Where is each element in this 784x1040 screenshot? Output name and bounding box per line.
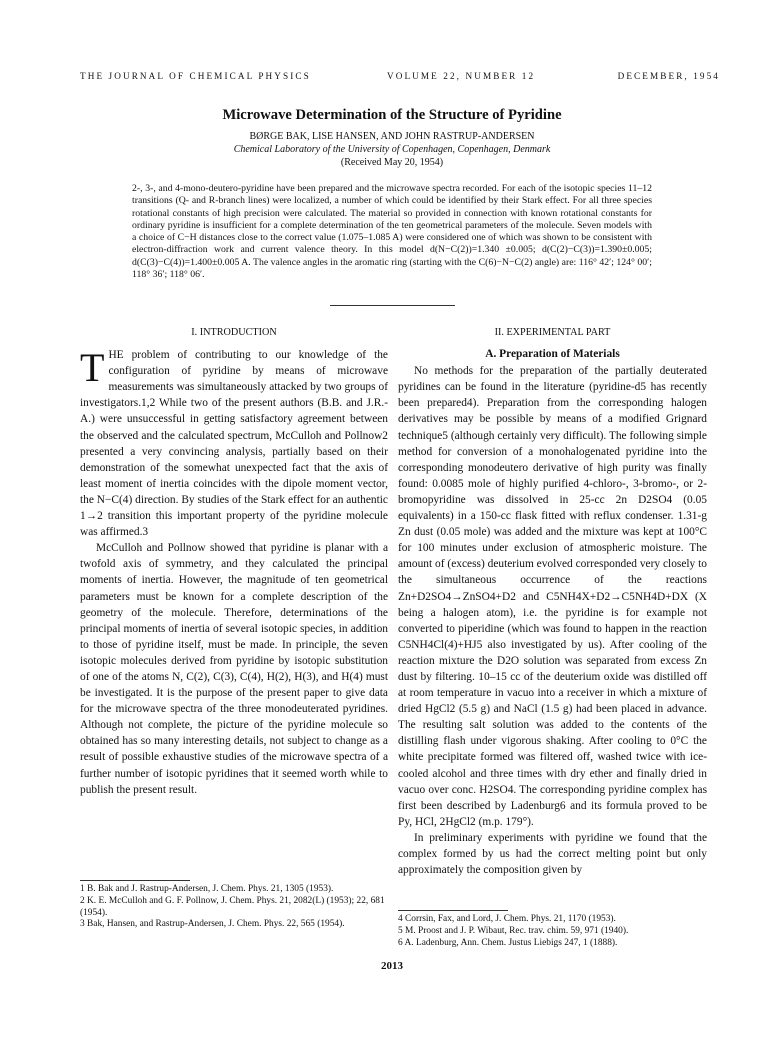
section-heading-experimental: II. EXPERIMENTAL PART — [494, 327, 611, 338]
right-column — [398, 325, 707, 878]
experimental-paragraph-1: No methods for the preparation of the partially deuterated pyridines can be found in the literature (pyridine-d5 has recently been prepared4). Preparation from the corresponding halogen derivatives may be possible by means of a modified Grignard technique5 (although certainly very difficult). The following simple method for conversion of a monohalogenated pyridine into the corresponding monodeutero derivative of high purity was finally found: 0.0085 mole of highly purified 4-chloro-, 3-bromo-, or 2-bromopyridine was dissolved in 25-cc 2n D2SO4 (0.05 equivalents) in a 150-cc flask fitted with reflux condenser. 1.31-g Zn dust (0.05 mole) was added and the mixture was kept at 100°C for 100 minutes under exclusion of atmospheric moisture. The amount of (excess) deuterium evolved corresponded very closely to the simultaneous occurrence of the reactions Zn+D2SO4→ZnSO4+D2 and C5NH4X+D2→C5NH4D+DX (X being a halogen atom), i.e. the pyridine is for example not converted to piperidine (which was found to happen in the reaction C5NH4Cl(4)+HJ5 also investigated by us). After cooling of the reaction mixture the D2O solution was separated from excess Zn dust by filtering. 10–15 cc of the deuterium oxide was distilled off at room temperature in vacuo into a receiver in which a mixture of dried HgCl2 (5.5 g) and NaCl (1.5 g) had been placed in advance. The resulting salt solution was added to the contents of the distilling flash under vigorous shaking. After cooling to 0°C the white precipitate formed was filtered off, washed twice with ice-cooled alcohol and three times with dry ether and finally dried in vacuo over conc. H2SO4. The corresponding pyridine complex has first been described by Ladenburg6 and its formula proved to be Py, HCl, 2HgCl2 (m.p. 179°). — [398, 365, 707, 828]
footnote: 2 K. E. McCulloh and G. F. Pollnow, J. Chem. Phys. 21, 2082(L) (1953); 22, 681 (1954). — [80, 895, 385, 918]
left-column — [80, 325, 388, 798]
drop-cap: T — [80, 345, 105, 391]
running-header — [80, 71, 720, 85]
received-date: (Received May 20, 1954) — [340, 157, 444, 168]
section-divider — [330, 305, 455, 306]
footnotes-right — [398, 914, 704, 949]
footnote: 1 B. Bak and J. Rastrup-Andersen, J. Chem. Phys. 21, 1305 (1953). — [80, 884, 334, 894]
footnote-rule-left — [80, 880, 190, 881]
footnote: 6 A. Ladenburg, Ann. Chem. Justus Liebigs 247, 1 (1888). — [398, 937, 618, 948]
author-list: BØRGE BAK, LISE HANSEN, AND JOHN RASTRUP-ANDERSEN — [249, 131, 535, 142]
abstract: 2-, 3-, and 4-mono-deutero-pyridine have been prepared and the microwave spectra recorded. For each of the isotopic species 11–12 transitions (Q- and R-branch lines) were localized, a number of which could be identified by their Stark effect. For all three species rotational constants of high precision were calculated. The material so provided in connection with known rotational constants for ordinary pyridine is insufficient for a complete determination of the ten geometrical parameters of the molecule. Seven models with a choice of C−H distances close to the correct value (1.075–1.085 A) were considered one of which was shown to be consistent with electron-diffraction work and current valence theory. In this model d(N−C(2))=1.340 ±0.005; d(C(2)−C(3))=1.390±0.005; d(C(3)−C(4))=1.400±0.005 A. The valence angles in the aromatic ring (starting with the C(6)−N−C(2) angle) are: 116° 42′; 124° 00′; 118° 36′; 118° 06′. — [132, 183, 652, 281]
paper-title: Microwave Determination of the Structure of Pyridine — [222, 107, 562, 123]
footnote-rule-right — [398, 910, 508, 911]
subsection-heading-materials: A. Preparation of Materials — [485, 348, 620, 361]
section-heading-introduction: I. INTRODUCTION — [191, 327, 277, 338]
intro-paragraph-1 — [80, 347, 388, 540]
affiliation: Chemical Laboratory of the University of Copenhagen, Copenhagen, Denmark — [233, 144, 551, 155]
footnote: 5 M. Proost and J. P. Wibaut, Rec. trav. chim. 59, 971 (1940). — [398, 925, 629, 936]
intro-paragraph-2: McCulloh and Pollnow showed that pyridine is planar with a twofold axis of symmetry, and they calculated the principal moments of inertia. However, the magnitude of ten geometrical parameters must be known for a complete description of the geometry of the molecule. Therefore, determinations of the principal moments of inertia of several isotopic species, in addition to those of pyridine itself, must be made. In principle, the seven isotopic molecules derived from pyridine by isotopic substitution of one of the atoms N, C(2), C(3), C(4), H(2), H(3), and H(4) must be investigated. It is the purpose of the present paper to give data for the microwave spectra of the three monodeuterated pyridines. Although not complete, the picture of the pyridine molecule so obtained has so many interesting details, not subject to change as a result of possible exhaustive studies of the microwave spectra of a further number of isotopic pyridines that it seemed worth while to publish the present result. — [80, 542, 388, 796]
footnote: 4 Corrsin, Fax, and Lord, J. Chem. Phys. 21, 1170 (1953). — [398, 914, 616, 924]
footnote: 3 Bak, Hansen, and Rastrup-Andersen, J. Chem. Phys. 22, 565 (1954). — [80, 919, 345, 930]
page-number: 2013 — [381, 960, 403, 972]
volume-number: VOLUME 22, NUMBER 12 — [387, 71, 536, 81]
issue-date: DECEMBER, 1954 — [617, 71, 720, 81]
intro-paragraph-1-text: HE problem of contributing to our knowledge of the configuration of pyridine by means of microwave measurements was simultaneously attacked by two groups of investigators.1,2 While two of the present authors (B.B. and J.R.-A.) were unsuccessful in getting satisfactory agreement between the observed and the calculated spectrum, McCulloh and Pollnow2 presented a very convincing analysis, partially based on their demonstration of the somewhat unexpected fact that the axis of least moment of inertia coincides with the dipole moment vector, the N−C(4) direction. By studies of the Stark effect for an authentic 1→2 transition this important property of the pyridine molecule was affirmed.3 — [80, 349, 388, 539]
experimental-paragraph-2: In preliminary experiments with pyridine we found that the complex formed by us had the correct melting point but only approximately the composition given by — [398, 831, 707, 877]
footnotes-left — [80, 884, 386, 931]
journal-name: THE JOURNAL OF CHEMICAL PHYSICS — [80, 71, 311, 81]
